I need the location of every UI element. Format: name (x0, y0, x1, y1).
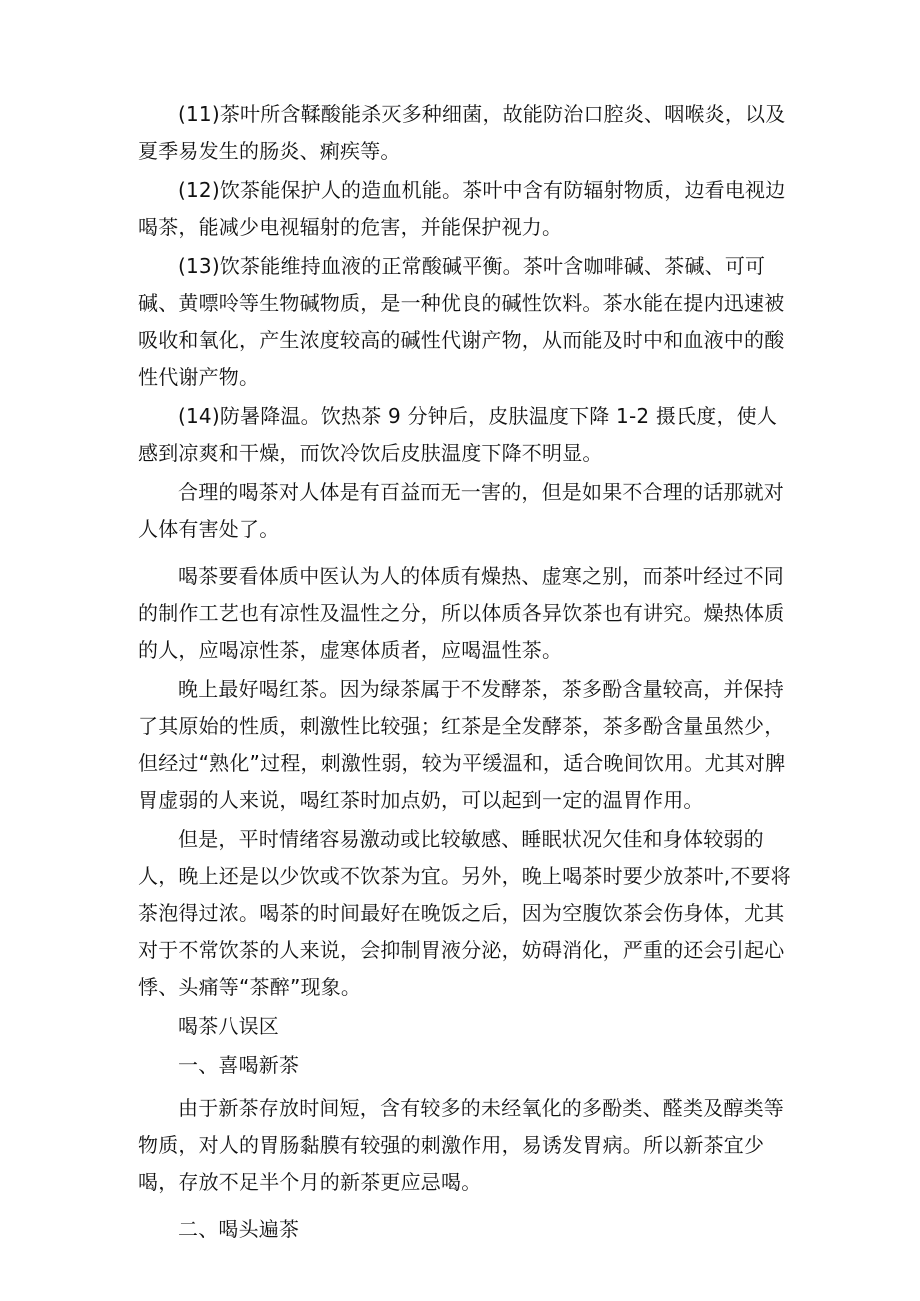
paragraph-new-tea: 由于新茶存放时间短，含有较多的未经氧化的多酚类、醛类及醇类等物质，对人的胃肠黏膜有较强的刺激作用，易诱发胃病。所以新茶宜少喝，存放不足半个月的新茶更应忌喝。 (138, 1096, 784, 1194)
document-body (138, 96, 792, 1248)
paragraph-11-tannic-acid: (11)茶叶所含鞣酸能杀灭多种细菌，故能防治口腔炎、咽喉炎，以及夏季易发生的肠炎、痢疾等。 (138, 102, 786, 163)
subheading-new-tea: 一、喜喝新茶 (178, 1053, 300, 1077)
subheading-first-brew: 二、喝头遍茶 (178, 1217, 300, 1241)
paragraph-12-hematopoiesis: (12)饮茶能保护人的造血机能。茶叶中含有防辐射物质，边看电视边喝茶，能减少电视辐射的危害，并能保护视力。 (138, 178, 786, 239)
paragraph-14-cooling: (14)防暑降温。饮热茶 9 分钟后，皮肤温度下降 1-2 摄氏度，使人感到凉爽和干燥，而饮冷饮后皮肤温度下降不明显。 (138, 404, 778, 465)
paragraph-body-constitution: 喝茶要看体质中医认为人的体质有燥热、虚寒之别，而茶叶经过不同的制作工艺也有凉性及温性之分，所以体质各异饮茶也有讲究。燥热体质的人，应喝凉性茶，虚寒体质者，应喝温性茶。 (138, 564, 785, 662)
paragraph-reasonable-drinking: 合理的喝茶对人体是有百益而无一害的，但是如果不合理的话那就对人体有害处了。 (138, 480, 784, 541)
section-heading-eight-mistakes: 喝茶八误区 (178, 1014, 279, 1038)
paragraph-black-tea-evening: 晚上最好喝红茶。因为绿茶属于不发酵茶，茶多酚含量较高，并保持了其原始的性质，刺激性比较强；红茶是全发酵茶，茶多酚含量虽然少，但经过“熟化”过程，刺激性弱，较为平缓温和，适合晚间饮用。尤其对脾胃虚弱的人来说，喝红茶时加点奶，可以起到一定的温胃作用。 (138, 677, 786, 812)
paragraph-13-acid-base-balance: (13)饮茶能维持血液的正常酸碱平衡。茶叶含咖啡碱、茶碱、可可碱、黄嘌呤等生物碱物质，是一种优良的碱性饮料。茶水能在提内迅速被吸收和氧化，产生浓度较高的碱性代谢产物，从而能及时中和血液中的酸性代谢产物。 (138, 254, 785, 389)
paragraph-evening-caution: 但是，平时情绪容易激动或比较敏感、睡眠状况欠佳和身体较弱的人，晚上还是以少饮或不饮茶为宜。另外，晚上喝茶时要少放茶叶,不要将茶泡得过浓。喝茶的时间最好在晚饭之后，因为空腹饮茶会伤身体，尤其对于不常饮茶的人来说，会抑制胃液分泌，妨碍消化，严重的还会引起心悸、头痛等“茶醉”现象。 (138, 827, 791, 999)
